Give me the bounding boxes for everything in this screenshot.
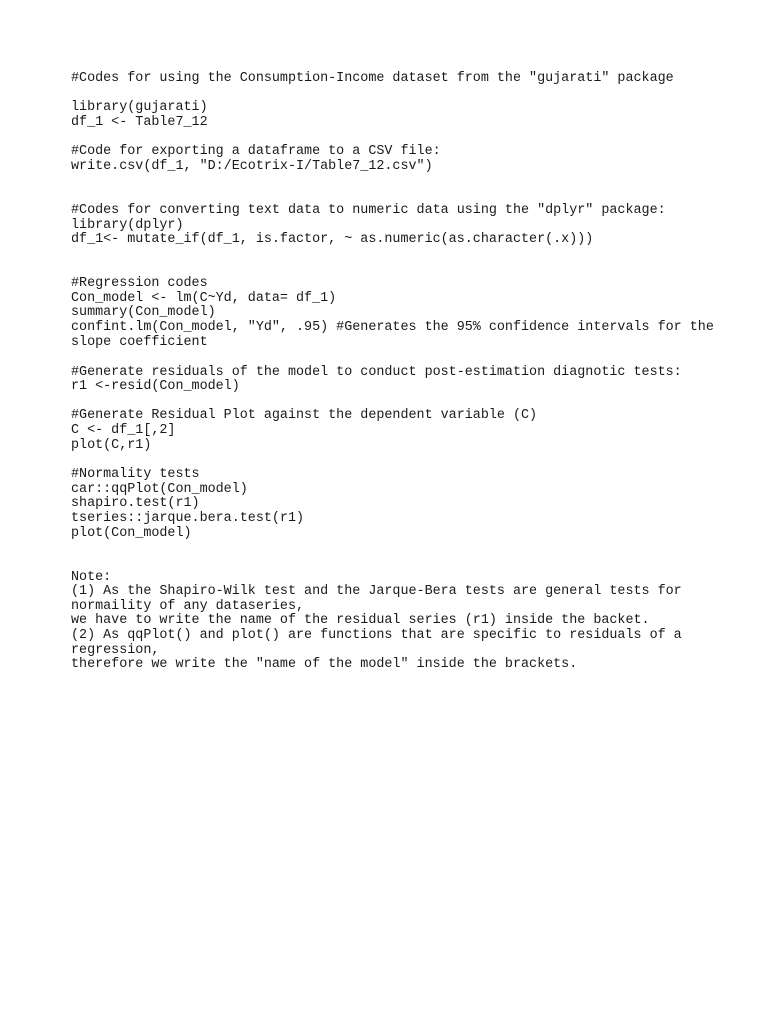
code-line: slope coefficient [71, 335, 208, 350]
code-line: library(gujarati) [71, 100, 208, 115]
code-line: df_1<- mutate_if(df_1, is.factor, ~ as.numeric(as.character(.x))) [71, 232, 594, 247]
code-line: confint.lm(Con_model, "Yd", .95) #Generates the 95% confidence intervals for the [71, 320, 714, 335]
code-line: #Codes for using the Consumption-Income dataset from the "gujarati" package [71, 71, 674, 86]
code-line: therefore we write the "name of the model" inside the brackets. [71, 657, 578, 672]
code-line: Con_model <- lm(C~Yd, data= df_1) [71, 291, 337, 306]
code-line: summary(Con_model) [71, 305, 216, 320]
code-line: tseries::jarque.bera.test(r1) [71, 511, 305, 526]
code-line: we have to write the name of the residual series (r1) inside the backet. [71, 613, 650, 628]
code-line: #Generate Residual Plot against the dependent variable (C) [71, 408, 538, 423]
code-line: (1) As the Shapiro-Wilk test and the Jarque-Bera tests are general tests for [71, 584, 682, 599]
code-line: C <- df_1[,2] [71, 423, 176, 438]
code-line: Note: [71, 570, 112, 585]
code-line: #Generate residuals of the model to conduct post-estimation diagnotic tests: [71, 365, 682, 380]
code-line: df_1 <- Table7_12 [71, 115, 208, 130]
code-line: (2) As qqPlot() and plot() are functions that are specific to residuals of a [71, 628, 682, 643]
code-line: normaility of any dataseries, [71, 599, 305, 614]
code-line: plot(Con_model) [71, 526, 192, 541]
code-line: regression, [71, 643, 160, 658]
code-line: #Codes for converting text data to numeric data using the "dplyr" package: [71, 203, 666, 218]
code-line: plot(C,r1) [71, 438, 152, 453]
code-line: #Normality tests [71, 467, 200, 482]
code-line: r1 <-resid(Con_model) [71, 379, 240, 394]
code-line: #Regression codes [71, 276, 208, 291]
code-line: car::qqPlot(Con_model) [71, 482, 248, 497]
code-line: shapiro.test(r1) [71, 496, 200, 511]
code-line: #Code for exporting a dataframe to a CSV file: [71, 144, 441, 159]
code-line: write.csv(df_1, "D:/Ecotrix-I/Table7_12.csv") [71, 159, 433, 174]
code-line: library(dplyr) [71, 218, 184, 233]
